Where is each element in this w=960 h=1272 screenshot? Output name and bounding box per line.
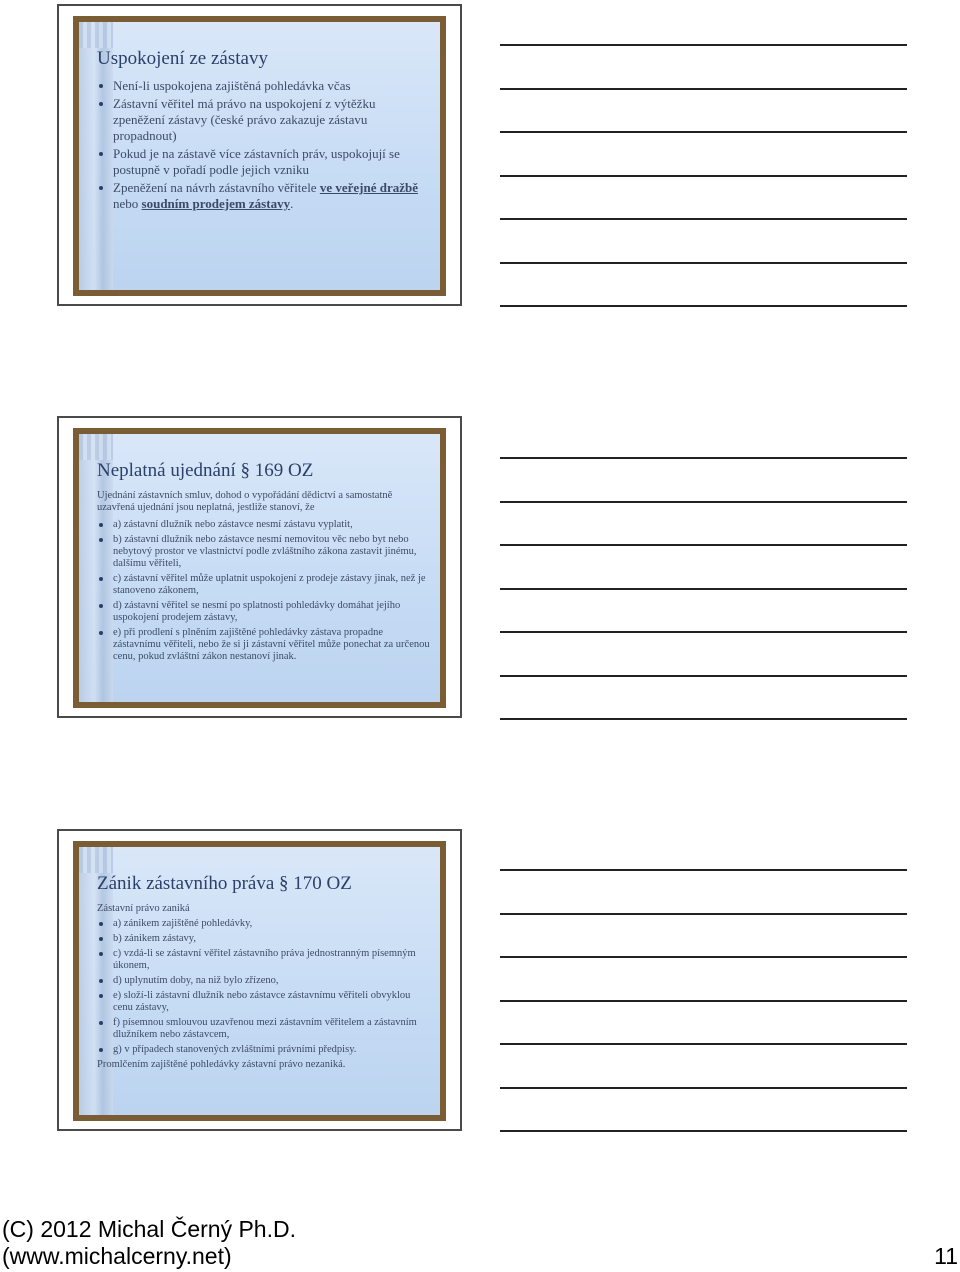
- slide-3: [57, 829, 462, 1131]
- list-item: g) v případech stanovených zvláštními právními předpisy.: [97, 1044, 430, 1056]
- list-item: d) uplynutím doby, na niž bylo zřízeno,: [97, 975, 430, 987]
- link-public-auction[interactable]: ve veřejné dražbě: [319, 180, 419, 195]
- note-line: [500, 501, 907, 545]
- note-line: [500, 44, 907, 88]
- website-text: (www.michalcerny.net): [2, 1243, 232, 1269]
- note-line: [500, 718, 907, 762]
- notes-lines-1: [500, 44, 907, 349]
- list-item: b) zánikem zástavy,: [97, 933, 430, 945]
- note-line: [500, 869, 907, 913]
- bullet-list: [97, 519, 430, 663]
- note-line: [500, 1000, 907, 1044]
- slide-title: Uspokojení ze zástavy: [97, 48, 268, 69]
- note-line: [500, 175, 907, 219]
- list-item: Zástavní věřitel má právo na uspokojení z výtěžku zpeněžení zástavy (české právo zakazuje zástavu propadnout): [97, 96, 430, 144]
- text: .: [290, 196, 294, 211]
- slide-2-background: [73, 428, 446, 708]
- note-line: [500, 262, 907, 306]
- list-item: d) zástavní věřitel se nesmí po splatnosti pohledávky domáhat jejího uspokojení prodejem zástavy,: [97, 600, 430, 624]
- note-line: [500, 1130, 907, 1174]
- list-item: c) zástavní věřitel může uplatnit uspokojení z prodeje zástavy jinak, než je stanoveno zákonem,: [97, 573, 430, 597]
- list-item: e) při prodlení s plněním zajištěné pohledávky zástava propadne zástavnímu věřiteli, nebo že si ji zástavní věřitel může ponechat za určenou cenu, pokud zvláštní zákon nestanoví jinak.: [97, 627, 430, 663]
- list-item: c) vzdá-li se zástavní věřitel zástavního práva jednostranným písemným úkonem,: [97, 948, 430, 972]
- note-line: [500, 131, 907, 175]
- bullet-list: [97, 918, 430, 1056]
- note-line: [500, 675, 907, 719]
- list-item: Pokud je na zástavě více zástavních práv, uspokojují se postupně v pořadí podle jejich vzniku: [97, 146, 430, 178]
- note-line: [500, 457, 907, 501]
- list-item: a) zástavní dlužník nebo zástavce nesmí zástavu vyplatit,: [97, 519, 430, 531]
- notes-lines-2: [500, 457, 907, 762]
- link-court-sale[interactable]: soudním prodejem zástavy: [141, 196, 291, 211]
- text: Zpeněžení na návrh zástavního věřitele: [113, 180, 320, 195]
- intro-text: Zástavní právo zaniká: [97, 903, 190, 914]
- note-line: [500, 1043, 907, 1087]
- note-line: [500, 544, 907, 588]
- slide-3-background: [73, 841, 446, 1121]
- slide-1: [57, 4, 462, 306]
- note-line: [500, 913, 907, 957]
- list-item: e) složí-li zástavní dlužník nebo zástavce zástavnímu věřiteli obvyklou cenu zástavy,: [97, 990, 430, 1014]
- list-item: a) zánikem zajištěné pohledávky,: [97, 918, 430, 930]
- notes-lines-3: [500, 869, 907, 1174]
- note-line: [500, 305, 907, 349]
- note-line: [500, 88, 907, 132]
- slide-title: Neplatná ujednání § 169 OZ: [97, 460, 314, 481]
- note-line: [500, 631, 907, 675]
- note-line: [500, 1087, 907, 1131]
- copyright-text: (C) 2012 Michal Černý Ph.D.: [2, 1216, 296, 1242]
- slide-2: [57, 416, 462, 718]
- outro-text: Promlčením zajištěné pohledávky zástavní právo nezaniká.: [97, 1059, 346, 1070]
- text: nebo: [113, 196, 142, 211]
- slide-1-background: [73, 16, 446, 296]
- list-item: [97, 180, 430, 212]
- page-footer: [2, 1216, 958, 1270]
- list-item: b) zástavní dlužník nebo zástavce nesmí nemovitou věc nebo byt nebo nebytový prostor ve vlastnictví podle zvláštního zákona zastavit jinému, dalšímu věřiteli,: [97, 534, 430, 570]
- slide-title: Zánik zástavního práva § 170 OZ: [97, 873, 352, 894]
- note-line: [500, 956, 907, 1000]
- page-number: 11: [934, 1243, 958, 1269]
- list-item: f) písemnou smlouvou uzavřenou mezi zástavním věřitelem a zástavním dlužníkem nebo zástavcem,: [97, 1017, 430, 1041]
- note-line: [500, 588, 907, 632]
- intro-text: Ujednání zástavních smluv, dohod o vypořádání dědictví a samostatně uzavřená ujednání jsou neplatná, jestliže stanoví, že: [97, 490, 393, 513]
- note-line: [500, 218, 907, 262]
- list-item: Není-li uspokojena zajištěná pohledávka včas: [97, 78, 430, 94]
- bullet-list: [97, 78, 430, 212]
